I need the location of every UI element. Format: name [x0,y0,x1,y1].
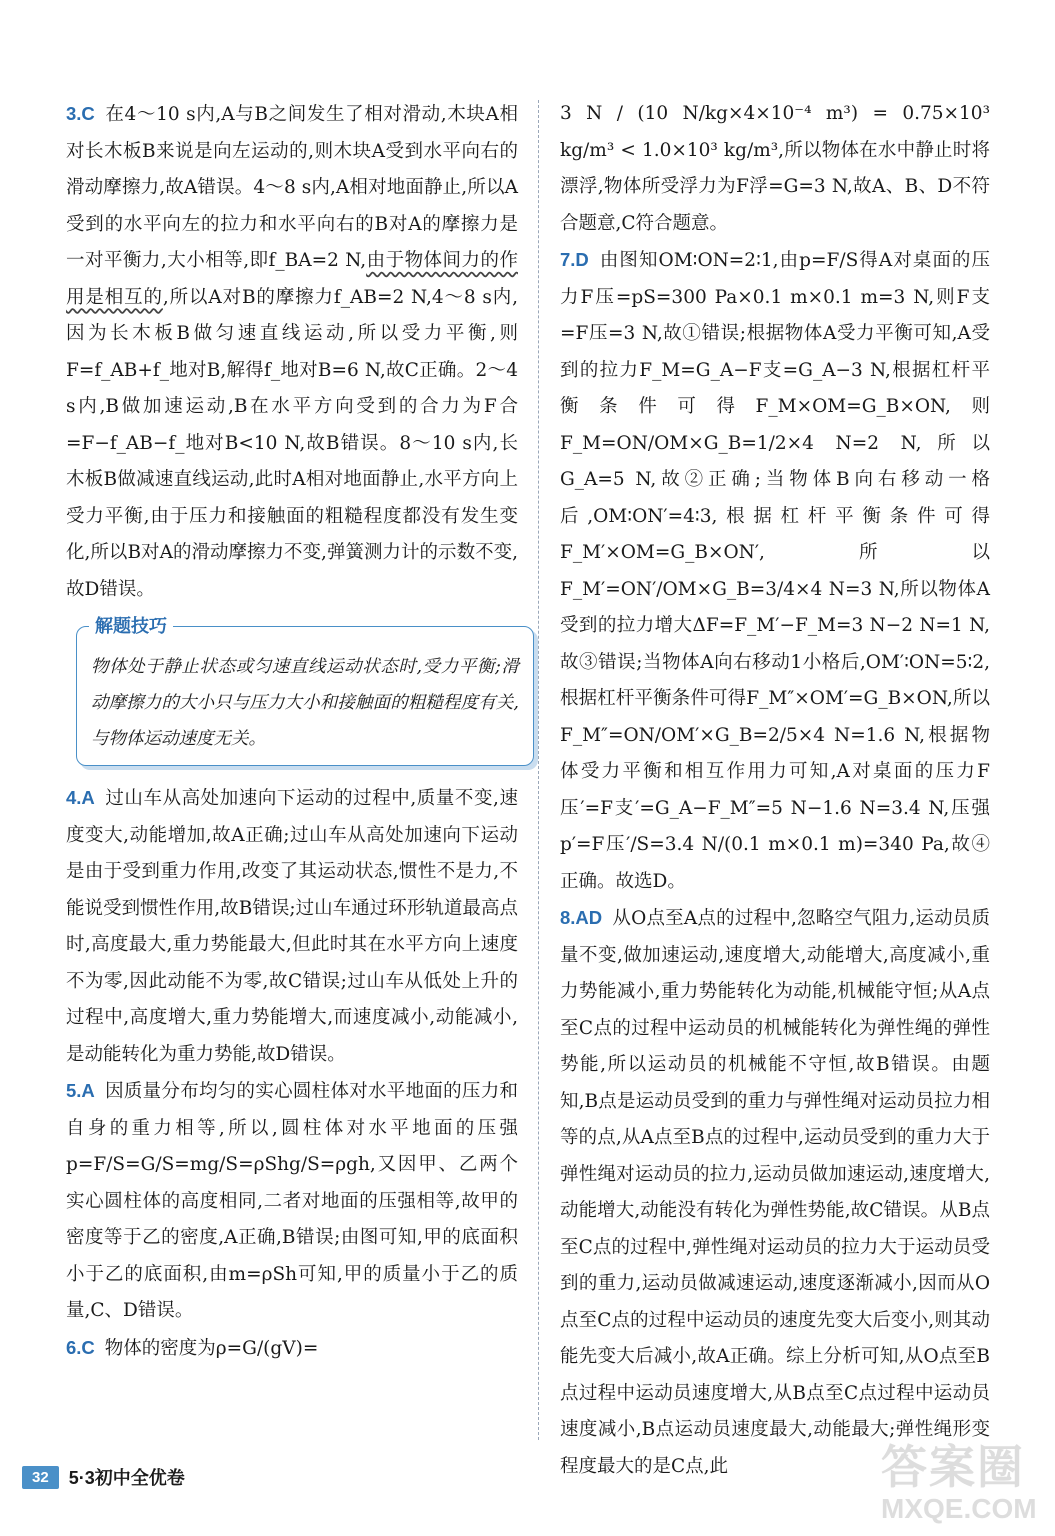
answer-number: 5.A [66,1080,95,1101]
answer-text: 由图知OM∶ON=2∶1,由p=F/S得A对桌面的压力F压=pS=300 Pa×0.1 m×0.1 m=3 N,则F支=F压=3 N,故①错误;根据物体A受力平衡可知,A受到的拉力F_M=G_A−F支=G_A−3 N,根据杠杆平衡条件可得F_M×OM=G_B×ON,则F_M=ON/OM×G_B=1/2×4 N=2 N,所以G_A=5 N,故②正确;当物体B向右移动一格后,OM∶ON′=4∶3,根据杠杆平衡条件可得F_M′×OM=G_B×ON′,所以F_M′=ON′/OM×G_B=3/4×4 N=3 N,所以物体A受到的拉力增大ΔF=F_M′−F_M=3 N−2 N=1 N,故③错误;当物体A向右移动1小格后,OM′∶ON=5∶2,根据杠杆平衡条件可得F_M″×OM′=G_B×ON,所以F_M″=ON/OM′×G_B=2/5×4 N=1.6 N,根据物体受力平衡和相互作用力可知,A对桌面的压力F压′=F支′=G_A−F_M″=5 N−1.6 N=3.4 N,压强p′=F压′/S=3.4 N/(0.1 m×0.1 m)=340 Pa,故④正确。故选D。 [560,250,990,892]
book-title: 5·3初中全优卷 [68,1468,185,1488]
right-column [560,96,990,1485]
tip-text: 物体处于静止状态或匀速直线运动状态时,受力平衡;滑动摩擦力的大小只与压力大小和接触面的粗糙程度有关,与物体运动速度无关。 [91,657,519,749]
tip-box [76,616,534,766]
answer-text: 因质量分布均匀的实心圆柱体对水平地面的压力和自身的重力相等,所以,圆柱体对水平地面的压强p=F/S=G/S=mg/S=ρShg/S=ρgh,又因甲、乙两个实心圆柱体的高度相同,二者对地面的压强相等,故甲的密度等于乙的密度,A正确,B错误;由图可知,甲的底面积小于乙的底面积,由m=ρSh可知,甲的质量小于乙的质量,C、D错误。 [66,1081,518,1321]
page-footer [22,1462,185,1492]
answer-5 [66,1073,518,1330]
answer-text: 物体的密度为ρ=G/(gV)= [104,1337,319,1359]
watermark-url: MXQE.COM [881,1493,1037,1524]
answer-4 [66,780,518,1073]
answer-7 [560,242,990,900]
watermark-logo [881,1440,1041,1530]
answer-number: 8.AD [560,907,603,928]
answer-number: 6.C [66,1336,95,1358]
answer-8 [560,900,990,1485]
answer-6 [66,1330,518,1368]
answer-text: 3 N / (10 N/kg×4×10⁻⁴ m³) = 0.75×10³ kg/m³ < 1.0×10³ kg/m³,所以物体在水中静止时将漂浮,物体所受浮力为F浮=G=3 N,故A、B、D不符合题意,C符合题意。 [560,103,990,234]
answer-text: 在4～10 s内,A与B之间发生了相对滑动,木块A相对长木板B来说是向左运动的,则木块A受到水平向右的滑动摩擦力,故A错误。4～8 s内,A相对地面静止,所以A受到的水平向左的拉力和水平向右的B对A的摩擦力是一对平衡力,大小相等,即f_BA=2 N, [66,104,518,271]
answer-6-continued [560,96,990,242]
answer-text: 过山车从高处加速向下运动的过程中,质量不变,速度变大,动能增加,故A正确;过山车从高处加速向下运动是由于受到重力作用,改变了其运动状态,惯性不是力,不能说受到惯性作用,故B错误;过山车通过环形轨道最高点时,高度最大,重力势能最大,但此时其在水平方向上速度不为零,因此动能不为零,故C错误;过山车从低处上升的过程中,高度增大,重力势能增大,而速度减小,动能减小,是动能转化为重力势能,故D错误。 [66,788,518,1065]
answer-text: ,所以A对B的摩擦力f_AB=2 N,4～8 s内,因为长木板B做匀速直线运动,所以受力平衡,则F=f_AB+f_地对B,解得f_地对B=6 N,故C正确。2～4 s内,B做加速运动,B在水平方向受到的合力为F合=F−f_AB−f_地对B<10 N,故B错误。8～10 s内,长木板B做减速直线运动,此时A相对地面静止,水平方向上受力平衡,由于压力和接触面的粗糙程度都没有发生变化,所以B对A的滑动摩擦力不变,弹簧测力计的示数不变,故D错误。 [66,286,518,600]
column-divider [538,100,539,1440]
answer-text: 从O点至A点的过程中,忽略空气阻力,运动员质量不变,做加速运动,速度增大,动能增大,高度减小,重力势能减小,重力势能转化为动能,机械能守恒;从A点至C点的过程中运动员的机械能转化为弹性绳的弹性势能,所以运动员的机械能不守恒,故B错误。由题知,B点是运动员受到的重力与弹性绳对运动员拉力相等的点,从A点至B点的过程中,运动员受到的重力大于弹性绳对运动员的拉力,运动员做加速运动,速度增大,动能增大,动能没有转化为弹性势能,故C错误。从B点至C点的过程中,弹性绳对运动员的拉力大于运动员受到的重力,运动员做减速运动,速度逐渐减小,因而从O点至C点的过程中运动员的速度先变大后变小,则其动能先变大后减小,故A正确。综上分析可知,从O点至B点过程中运动员速度增大,从B点至C点过程中运动员速度减小,B点运动员速度最大,动能最大;弹性绳形变程度最大的是C点,此 [560,908,990,1477]
tip-title: 解题技巧 [89,611,173,641]
answer-number: 7.D [560,249,589,270]
page-number: 32 [22,1466,59,1489]
answer-number: 3.C [66,103,95,124]
underlined-text: 由于物体间力的作用是相互的 [66,250,518,308]
left-column [66,96,518,1367]
answer-3 [66,96,518,608]
answer-number: 4.A [66,787,95,808]
watermark-text: 答案圈 [881,1441,1025,1493]
